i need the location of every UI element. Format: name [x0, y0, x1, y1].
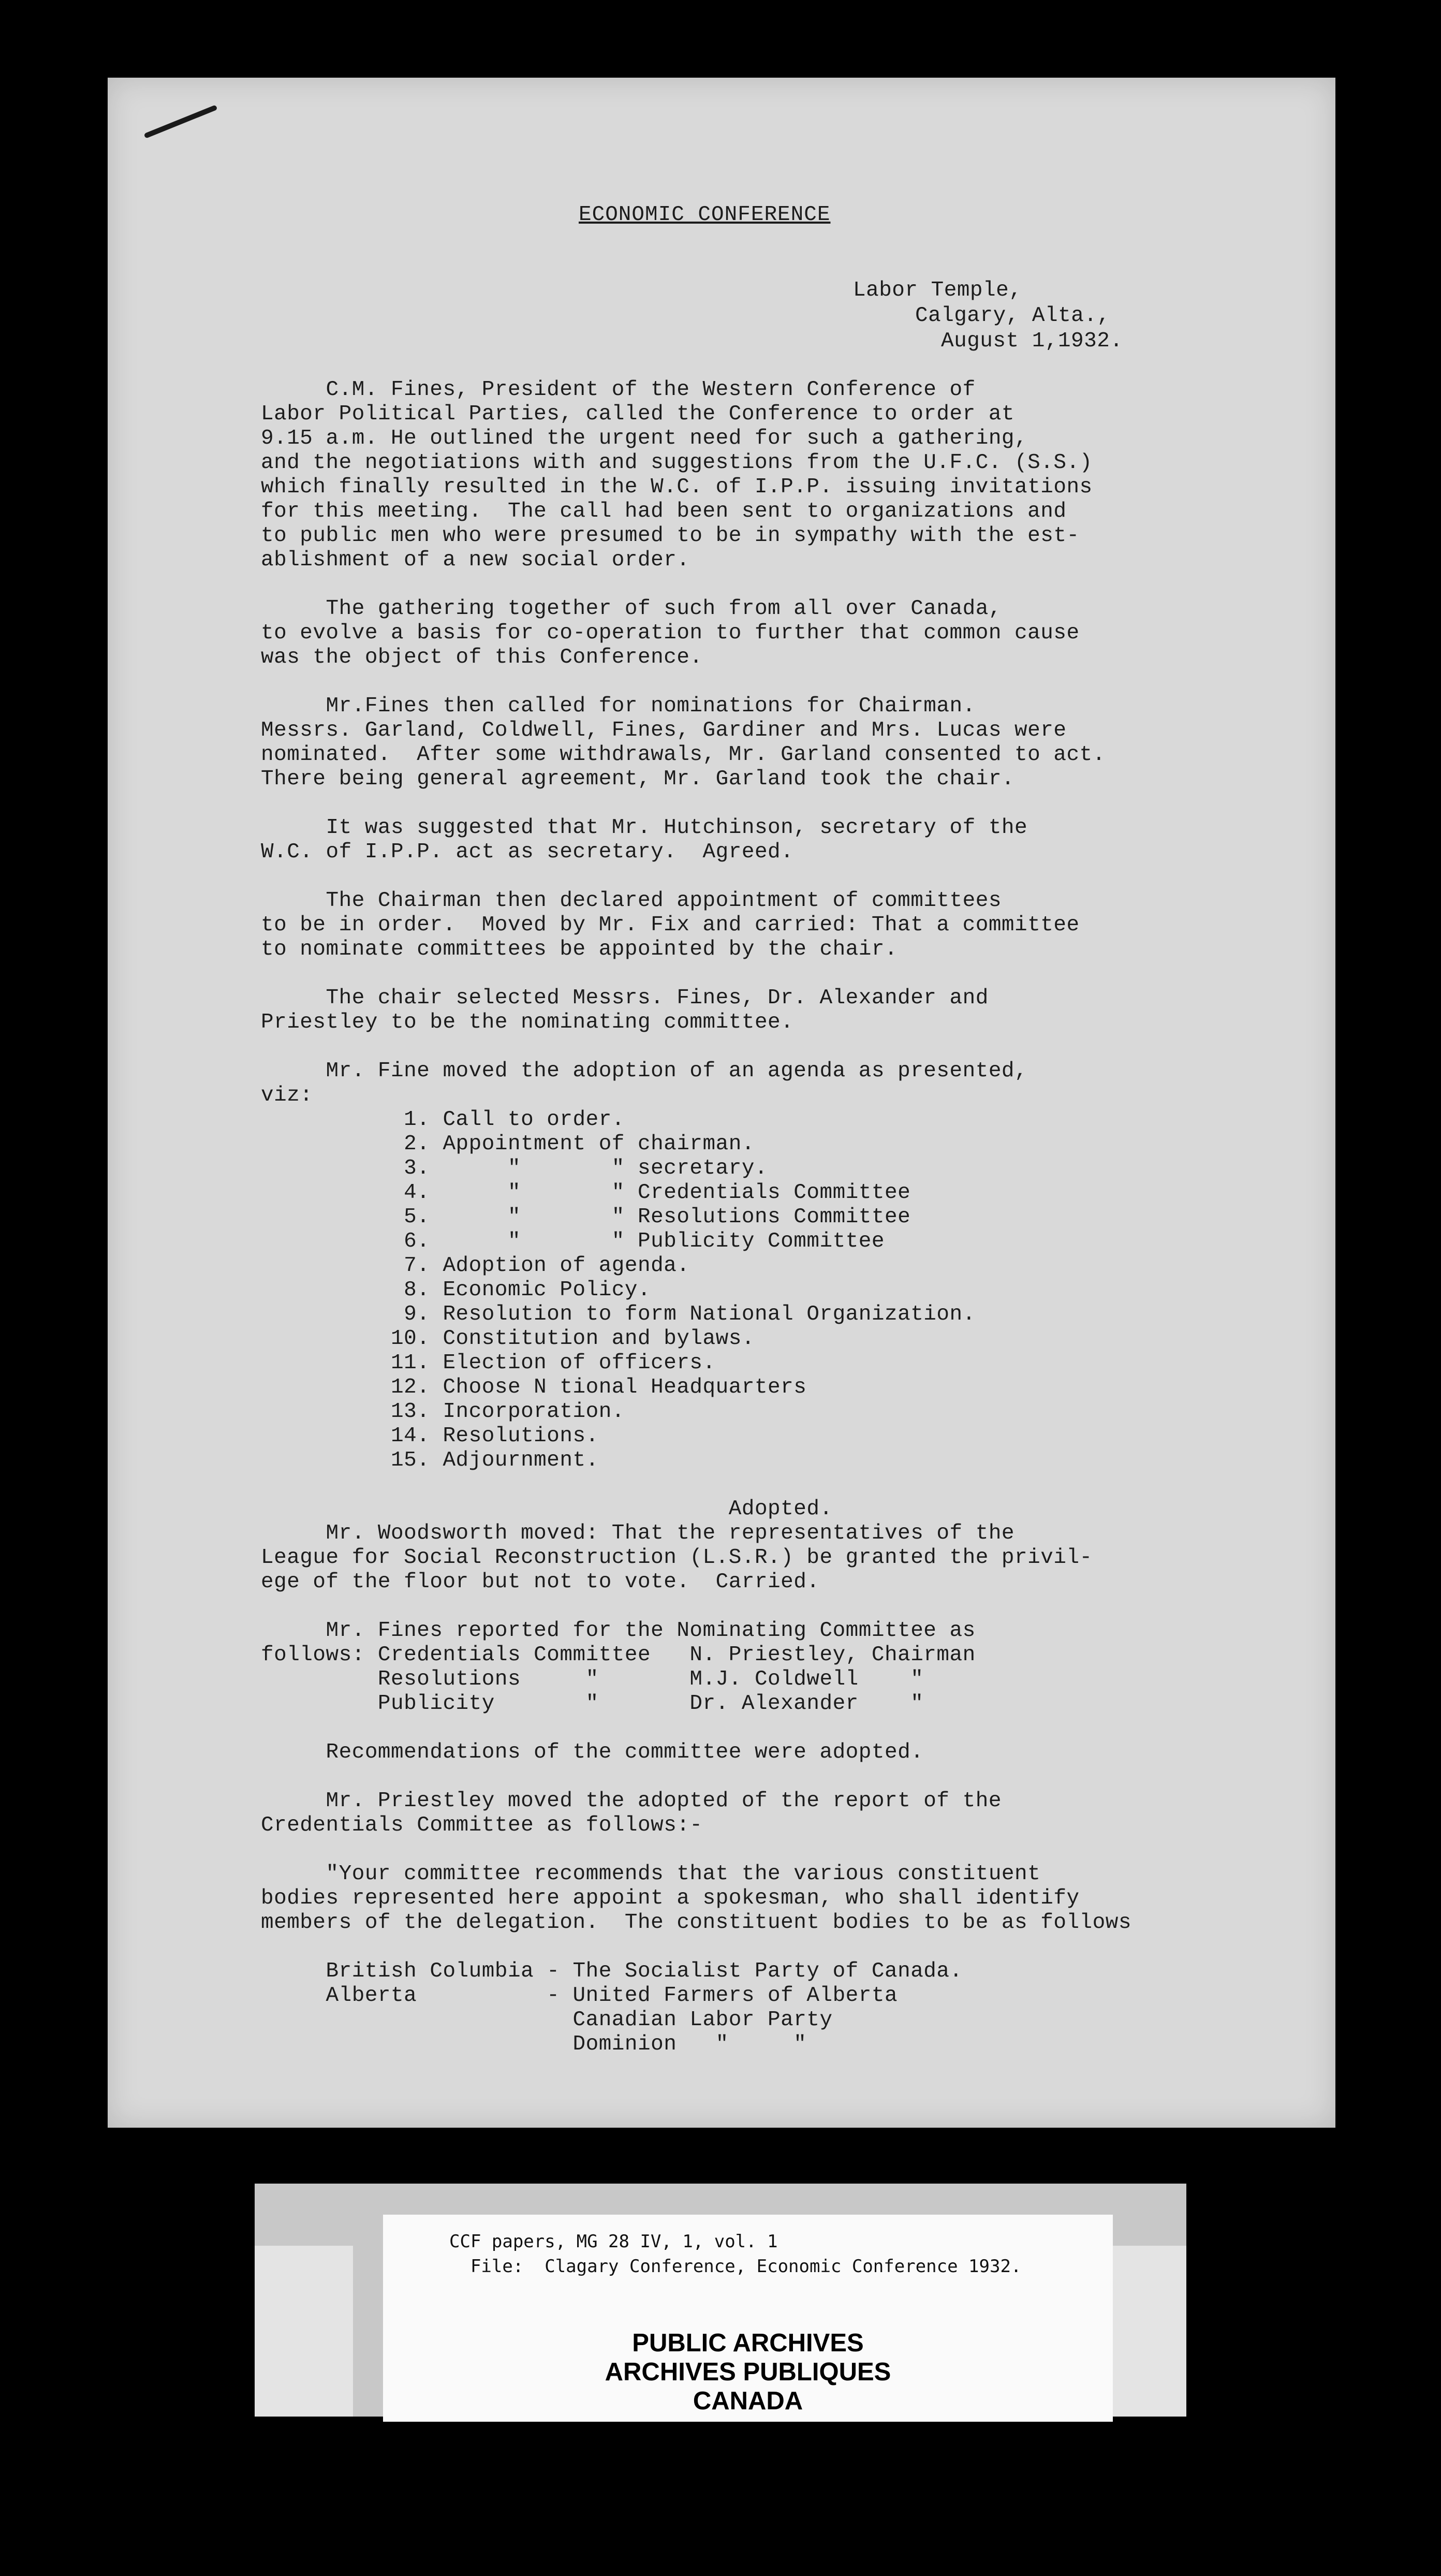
address-date: August 1,1932. — [941, 329, 1123, 353]
body-line: 14. Resolutions. — [261, 1424, 599, 1448]
body-line: Credentials Committee as follows:- — [261, 1813, 703, 1837]
body-line: League for Social Reconstruction (L.S.R.) be granted the privil- — [261, 1546, 1093, 1570]
body-line — [261, 1765, 1275, 1789]
body-line: ablishment of a new social order. — [261, 548, 690, 572]
body-line: Labor Political Parties, called the Conference to order at — [261, 402, 1015, 426]
body-line — [261, 670, 1275, 694]
body-line: 8. Economic Policy. — [261, 1278, 651, 1302]
archive-reference — [449, 2229, 1021, 2279]
body-line — [261, 1035, 1275, 1059]
body-line — [261, 1594, 1275, 1619]
body-line: viz: — [261, 1084, 313, 1107]
body-line: 2. Appointment of chairman. — [261, 1132, 755, 1156]
body-line: was the object of this Conference. — [261, 646, 703, 669]
archive-name — [383, 2329, 1113, 2416]
body-line: Mr. Fines reported for the Nominating Committee as — [261, 1619, 976, 1643]
body-line: 3. " " secretary. — [261, 1157, 768, 1180]
body-line: 6. " " Publicity Committee — [261, 1230, 885, 1253]
document-body — [261, 378, 1275, 2057]
address-line-2: Calgary, Alta., — [915, 304, 1110, 328]
body-line: 1. Call to order. — [261, 1108, 625, 1132]
body-line: 11. Election of officers. — [261, 1351, 716, 1375]
body-line: The chair selected Messrs. Fines, Dr. Alexander and — [261, 986, 989, 1010]
body-line: 9. Resolution to form National Organization. — [261, 1302, 976, 1326]
body-line: Mr. Priestley moved the adopted of the report of the — [261, 1789, 1002, 1813]
body-line: to nominate committees be appointed by the chair. — [261, 938, 898, 961]
document-page — [108, 78, 1335, 2128]
body-line: "Your committee recommends that the various constituent — [261, 1862, 1041, 1886]
body-line: 10. Constitution and bylaws. — [261, 1327, 755, 1351]
body-line: 15. Adjournment. — [261, 1448, 599, 1472]
body-line: Canadian Labor Party — [261, 2008, 833, 2032]
body-line: British Columbia - The Socialist Party of Canada. — [261, 1959, 963, 1983]
address-line-1: Labor Temple, — [853, 279, 1022, 302]
body-line: Resolutions " M.J. Coldwell " — [261, 1667, 924, 1691]
body-line: Alberta - United Farmers of Alberta — [261, 1984, 898, 2008]
body-line: Mr. Woodsworth moved: That the representatives of the — [261, 1521, 1015, 1545]
typed-text — [108, 78, 1335, 2128]
body-line: The gathering together of such from all over Canada, — [261, 597, 1002, 621]
body-line — [261, 1838, 1275, 1862]
body-line: There being general agreement, Mr. Garland took the chair. — [261, 767, 1015, 791]
body-line — [261, 792, 1275, 816]
archive-name-fr: ARCHIVES PUBLIQUES — [605, 2358, 891, 2386]
body-line: ege of the floor but not to vote. Carried. — [261, 1570, 820, 1594]
body-line — [261, 1473, 1275, 1497]
body-line — [261, 962, 1275, 986]
body-line: and the negotiations with and suggestions from the U.F.C. (S.S.) — [261, 451, 1093, 475]
body-line — [261, 1716, 1275, 1740]
body-line — [261, 1935, 1275, 1959]
reference-line-2: File: Clagary Conference, Economic Conference 1932. — [470, 2256, 1022, 2277]
archive-name-en: PUBLIC ARCHIVES — [632, 2329, 864, 2357]
body-line: Dominion " " — [261, 2032, 807, 2056]
body-line: Adopted. — [261, 1497, 833, 1521]
body-line: follows: Credentials Committee N. Priestley, Chairman — [261, 1643, 976, 1667]
reference-line-1: CCF papers, MG 28 IV, 1, vol. 1 — [449, 2231, 778, 2252]
body-line: It was suggested that Mr. Hutchinson, secretary of the — [261, 816, 1028, 840]
body-line: W.C. of I.P.P. act as secretary. Agreed. — [261, 840, 794, 864]
label-tab-left — [255, 2246, 353, 2417]
body-line: 9.15 a.m. He outlined the urgent need for such a gathering, — [261, 427, 1028, 450]
body-line: Publicity " Dr. Alexander " — [261, 1692, 924, 1716]
body-line: to public men who were presumed to be in sympathy with the est- — [261, 524, 1080, 548]
body-line: to evolve a basis for co-operation to further that common cause — [261, 621, 1080, 645]
body-line: 7. Adoption of agenda. — [261, 1254, 690, 1278]
archive-label — [383, 2215, 1113, 2422]
body-line: Messrs. Garland, Coldwell, Fines, Gardiner and Mrs. Lucas were — [261, 719, 1067, 742]
body-line: 13. Incorporation. — [261, 1400, 625, 1424]
body-line: 12. Choose N tional Headquarters — [261, 1375, 807, 1399]
body-line: 5. " " Resolutions Committee — [261, 1205, 911, 1229]
body-line: Mr. Fine moved the adoption of an agenda as presented, — [261, 1059, 1028, 1083]
body-line: Recommendations of the committee were adopted. — [261, 1740, 924, 1764]
body-line: which finally resulted in the W.C. of I.P.P. issuing invitations — [261, 475, 1093, 499]
body-line — [261, 865, 1275, 889]
body-line: The Chairman then declared appointment of committees — [261, 889, 1002, 913]
archive-country: CANADA — [693, 2387, 803, 2415]
body-line: Priestley to be the nominating committee. — [261, 1011, 794, 1034]
document-title: ECONOMIC CONFERENCE — [579, 203, 831, 227]
body-line: to be in order. Moved by Mr. Fix and carried: That a committee — [261, 913, 1080, 937]
body-line: Mr.Fines then called for nominations for Chairman. — [261, 694, 976, 718]
body-line: members of the delegation. The constituent bodies to be as follows — [261, 1911, 1131, 1935]
body-line: for this meeting. The call had been sent to organizations and — [261, 500, 1067, 523]
body-line: nominated. After some withdrawals, Mr. Garland consented to act. — [261, 743, 1106, 767]
body-line — [261, 573, 1275, 597]
body-line: bodies represented here appoint a spokesman, who shall identify — [261, 1886, 1080, 1910]
body-line: C.M. Fines, President of the Western Conference of — [261, 378, 976, 402]
body-line: 4. " " Credentials Committee — [261, 1181, 911, 1205]
